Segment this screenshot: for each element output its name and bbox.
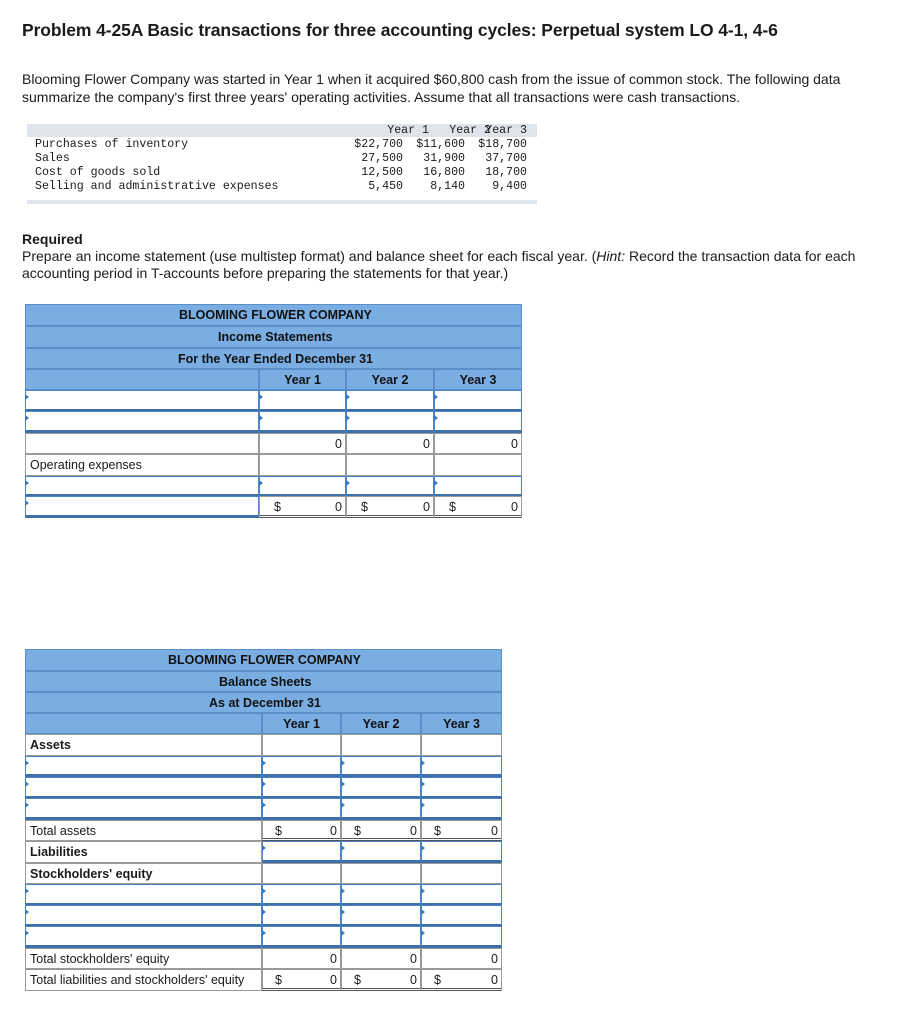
bs-total-assets-year1: 0 bbox=[330, 824, 337, 838]
bs-total-liab-equity-label: Total liabilities and stockholders' equity bbox=[30, 973, 245, 987]
data-cell: 5,450 bbox=[368, 180, 403, 193]
bs-asset1-year1-input[interactable] bbox=[262, 756, 341, 777]
bs-equity2-year3-input[interactable] bbox=[421, 905, 502, 927]
bs-col-year2: Year 2 bbox=[341, 713, 421, 734]
bs-total-equity-year1: 0 bbox=[330, 952, 337, 966]
bs-liabilities-year3-input[interactable] bbox=[421, 841, 502, 863]
is-row2-label-input[interactable] bbox=[25, 411, 259, 433]
is-row1-label-input[interactable] bbox=[25, 390, 259, 412]
is-company-name: BLOOMING FLOWER COMPANY bbox=[25, 304, 522, 326]
is-operating-expenses-label: Operating expenses bbox=[30, 458, 142, 472]
bs-total-liab-equity-year1: 0 bbox=[330, 973, 337, 987]
bs-col-year3: Year 3 bbox=[421, 713, 502, 734]
bs-asset3-label-input[interactable] bbox=[25, 798, 262, 820]
bs-asset2-year2-input[interactable] bbox=[341, 777, 421, 799]
is-col-year2: Year 2 bbox=[346, 369, 434, 390]
bs-asset1-label-input[interactable] bbox=[25, 756, 262, 777]
bs-equity3-year3-input[interactable] bbox=[421, 926, 502, 948]
bs-equity3-label-input[interactable] bbox=[25, 926, 262, 948]
is-row2-year1-input[interactable] bbox=[259, 411, 346, 433]
is-row5-year1-input[interactable] bbox=[259, 476, 346, 497]
bs-equity2-year1-input[interactable] bbox=[262, 905, 341, 927]
bs-equity2-label-input[interactable] bbox=[25, 905, 262, 927]
bs-assets-label: Assets bbox=[30, 738, 71, 752]
is-gross-margin-year1: 0 bbox=[335, 437, 342, 451]
data-cell: 18,700 bbox=[485, 166, 527, 179]
bs-equity1-label-input[interactable] bbox=[25, 884, 262, 906]
bs-asset1-year2-input[interactable] bbox=[341, 756, 421, 777]
is-col-year1: Year 1 bbox=[259, 369, 346, 390]
is-row1-year3-input[interactable] bbox=[434, 390, 522, 412]
is-row5-year3-input[interactable] bbox=[434, 476, 522, 497]
bs-company-name: BLOOMING FLOWER COMPANY bbox=[25, 649, 502, 671]
problem-intro: Blooming Flower Company was started in Year 1 when it acquired $60,800 cash from the issue of common stock. The following data summarize the company's first three years' operating activities. Assume that all transactions were cash transactions. bbox=[22, 71, 841, 105]
bs-liabilities-year1-input[interactable] bbox=[262, 841, 341, 863]
bs-title: Balance Sheets bbox=[25, 671, 502, 692]
data-header-year1: Year 1 bbox=[387, 124, 429, 137]
bs-equity3-year2-input[interactable] bbox=[341, 926, 421, 948]
bs-asset1-year3-input[interactable] bbox=[421, 756, 502, 777]
is-row1-year2-input[interactable] bbox=[346, 390, 434, 412]
bs-total-liab-equity-year3: 0 bbox=[491, 973, 498, 987]
bs-equity-label: Stockholders' equity bbox=[30, 867, 153, 881]
is-col-year3: Year 3 bbox=[434, 369, 522, 390]
data-table bbox=[27, 124, 537, 204]
is-net-income-year2: 0 bbox=[423, 500, 430, 514]
data-row-label: Sales bbox=[35, 152, 70, 165]
bs-total-liab-equity-year2: 0 bbox=[410, 973, 417, 987]
data-cell: 16,800 bbox=[423, 166, 465, 179]
is-net-income-year3: 0 bbox=[511, 500, 518, 514]
data-cell: $22,700 bbox=[354, 138, 403, 151]
data-header-year3: Year 3 bbox=[485, 124, 527, 137]
data-row-label: Cost of goods sold bbox=[35, 166, 161, 179]
is-row5-label-input[interactable] bbox=[25, 476, 259, 497]
bs-liabilities-year2-input[interactable] bbox=[341, 841, 421, 863]
is-row1-year1-input[interactable] bbox=[259, 390, 346, 412]
required-text: Prepare an income statement (use multistep format) and balance sheet for each fiscal year. (Hint: Record the transaction data for each accounting period in T-accounts before preparing the statements for that year.) bbox=[22, 248, 856, 281]
bs-period: As at December 31 bbox=[25, 692, 502, 713]
bs-total-equity-label: Total stockholders' equity bbox=[30, 952, 170, 966]
is-net-income-year1: 0 bbox=[335, 500, 342, 514]
data-cell: 37,700 bbox=[485, 152, 527, 165]
bs-equity3-year1-input[interactable] bbox=[262, 926, 341, 948]
is-row2-year2-input[interactable] bbox=[346, 411, 434, 433]
bs-total-assets-year2: 0 bbox=[410, 824, 417, 838]
is-gross-margin-year3: 0 bbox=[511, 437, 518, 451]
is-gross-margin-year2: 0 bbox=[423, 437, 430, 451]
bs-asset3-year2-input[interactable] bbox=[341, 798, 421, 820]
is-row6-label-input[interactable] bbox=[25, 496, 259, 518]
bs-equity1-year3-input[interactable] bbox=[421, 884, 502, 906]
bs-liabilities-label: Liabilities bbox=[30, 845, 88, 859]
bs-asset3-year3-input[interactable] bbox=[421, 798, 502, 820]
is-period: For the Year Ended December 31 bbox=[25, 348, 522, 369]
problem-title: Problem 4-25A Basic transactions for three accounting cycles: Perpetual system LO 4-1, 4-6 bbox=[22, 20, 778, 40]
bs-equity1-year1-input[interactable] bbox=[262, 884, 341, 906]
bs-total-equity-year3: 0 bbox=[491, 952, 498, 966]
data-row-label: Selling and administrative expenses bbox=[35, 180, 279, 193]
bs-equity1-year2-input[interactable] bbox=[341, 884, 421, 906]
data-cell: 27,500 bbox=[361, 152, 403, 165]
bs-asset2-label-input[interactable] bbox=[25, 777, 262, 799]
bs-total-assets-year3: 0 bbox=[491, 824, 498, 838]
is-row2-year3-input[interactable] bbox=[434, 411, 522, 433]
bs-col-year1: Year 1 bbox=[262, 713, 341, 734]
data-cell: 9,400 bbox=[492, 180, 527, 193]
bs-asset2-year1-input[interactable] bbox=[262, 777, 341, 799]
data-cell: $11,600 bbox=[416, 138, 465, 151]
hint-label: Hint: bbox=[596, 248, 626, 264]
bs-asset3-year1-input[interactable] bbox=[262, 798, 341, 820]
data-row-label: Purchases of inventory bbox=[35, 138, 189, 151]
is-row5-year2-input[interactable] bbox=[346, 476, 434, 497]
bs-total-assets-label: Total assets bbox=[30, 824, 97, 838]
bs-equity2-year2-input[interactable] bbox=[341, 905, 421, 927]
bs-asset2-year3-input[interactable] bbox=[421, 777, 502, 799]
is-title: Income Statements bbox=[25, 326, 522, 348]
data-cell: 31,900 bbox=[423, 152, 465, 165]
data-cell: 12,500 bbox=[361, 166, 403, 179]
required-heading: Required bbox=[22, 231, 83, 247]
bs-total-equity-year2: 0 bbox=[410, 952, 417, 966]
data-header-year2: Year 2 bbox=[449, 124, 491, 137]
data-cell: 8,140 bbox=[430, 180, 465, 193]
data-cell: $18,700 bbox=[478, 138, 527, 151]
